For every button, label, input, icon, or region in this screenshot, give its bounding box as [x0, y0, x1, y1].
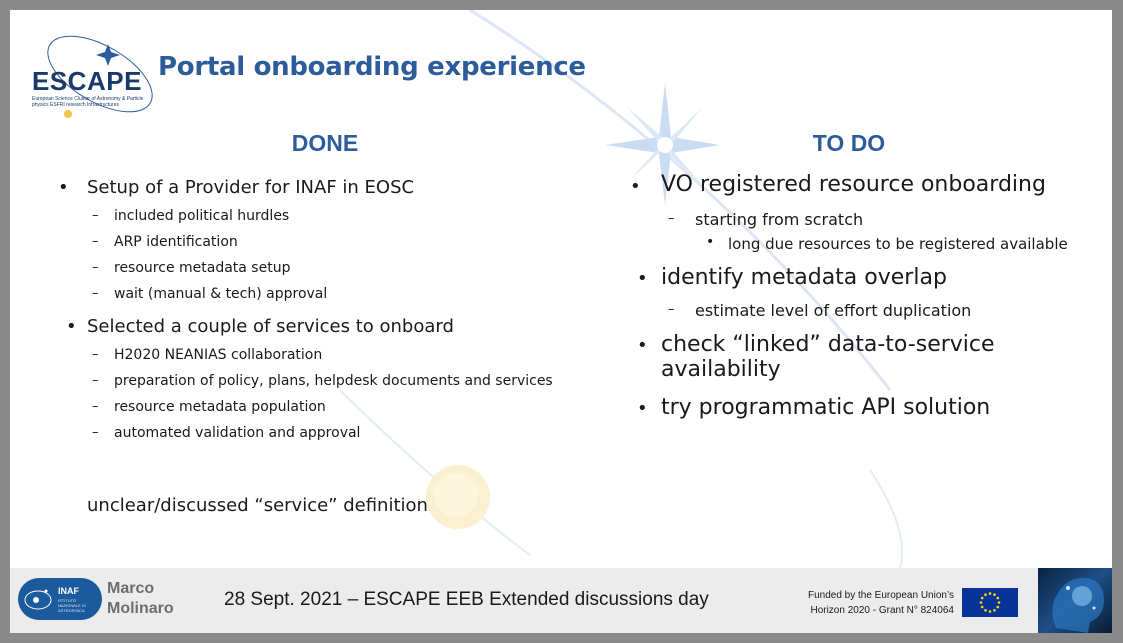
- done-subitem: preparation of policy, plans, helpdesk documents and services: [114, 373, 553, 389]
- eu-star-icon: [996, 597, 999, 600]
- eu-star-icon: [998, 601, 1001, 604]
- author-first: Marco: [107, 580, 155, 597]
- inaf-small-text: ISTITUTO NAZIONALE DI ASTROFISICA: [58, 598, 86, 613]
- bullet-icon: •: [66, 316, 77, 337]
- done-subitem: resource metadata population: [114, 399, 326, 415]
- todo-subsubitem: long due resources to be registered available: [728, 235, 1068, 253]
- todo-subitem: estimate level of effort duplication: [695, 301, 972, 320]
- eu-star-icon: [996, 606, 999, 609]
- todo-heading: TO DO: [812, 130, 886, 156]
- event-text: 28 Sept. 2021 – ESCAPE EEB Extended discussions day: [224, 589, 709, 610]
- dash-icon: –: [668, 211, 675, 226]
- done-subitem: wait (manual & tech) approval: [114, 286, 328, 302]
- dash-icon: –: [92, 260, 99, 275]
- inaf-logo-icon: [18, 578, 102, 620]
- bullet-icon: •: [706, 234, 715, 250]
- done-note: unclear/discussed “service” definition: [87, 495, 428, 516]
- done-subitem: ARP identification: [114, 234, 238, 250]
- eu-star-icon: [989, 592, 992, 595]
- dash-icon: –: [668, 302, 675, 317]
- escape-logo-icon: [30, 22, 160, 132]
- dash-icon: –: [92, 399, 99, 414]
- todo-item-3-line1: check “linked” data-to-service: [661, 332, 995, 357]
- eu-star-icon: [984, 609, 987, 612]
- author-last: Molinaro: [107, 600, 174, 617]
- funding-line-1: Funded by the European Union’s: [807, 590, 954, 601]
- eu-flag-icon: [962, 588, 1018, 617]
- dash-icon: –: [92, 208, 99, 223]
- todo-item-4: try programmatic API solution: [661, 395, 991, 420]
- eu-star-icon: [984, 593, 987, 596]
- done-subitem: resource metadata setup: [114, 260, 291, 276]
- funding-line-2: Horizon 2020 - Grant N° 824064: [810, 605, 954, 616]
- slide: [10, 10, 1112, 633]
- funding-text: [780, 588, 954, 618]
- todo-subitem: starting from scratch: [695, 210, 864, 229]
- footer: [10, 568, 1112, 633]
- done-item-2: Selected a couple of services to onboard: [87, 316, 454, 337]
- inaf-label: INAF: [58, 586, 79, 596]
- done-item-1: Setup of a Provider for INAF in EOSC: [87, 177, 415, 198]
- done-subitem: included political hurdles: [114, 208, 290, 224]
- done-heading: DONE: [291, 130, 359, 156]
- todo-item-1: VO registered resource onboarding: [661, 172, 1046, 197]
- eu-star-icon: [993, 609, 996, 612]
- done-subitem: automated validation and approval: [114, 425, 361, 441]
- ai-head-image: [1038, 568, 1112, 633]
- dash-icon: –: [92, 286, 99, 301]
- dash-icon: –: [92, 373, 99, 388]
- bullet-icon: •: [637, 335, 648, 356]
- bullet-icon: •: [58, 177, 69, 198]
- dash-icon: –: [92, 347, 99, 362]
- done-subitem: H2020 NEANIAS collaboration: [114, 347, 323, 363]
- dash-icon: –: [92, 234, 99, 249]
- page-title: Portal onboarding experience: [158, 52, 586, 82]
- bullet-icon: •: [637, 398, 648, 419]
- sun-glow-icon: [426, 465, 490, 529]
- todo-item-3-line2: availability: [661, 357, 781, 382]
- logo-subtitle: European Science Cluster of Astronomy & Particle physics ESFRI research Infrastructures: [32, 96, 144, 108]
- dash-icon: –: [92, 425, 99, 440]
- todo-item-2: identify metadata overlap: [661, 265, 947, 290]
- eu-star-icon: [980, 601, 983, 604]
- bullet-icon: •: [630, 176, 641, 197]
- logo-word: ESCAPE: [32, 66, 142, 96]
- eu-star-icon: [981, 597, 984, 600]
- eu-star-icon: [993, 593, 996, 596]
- author-name: [107, 579, 174, 619]
- bullet-icon: •: [637, 268, 648, 289]
- eu-star-icon: [981, 606, 984, 609]
- eu-star-icon: [989, 610, 992, 613]
